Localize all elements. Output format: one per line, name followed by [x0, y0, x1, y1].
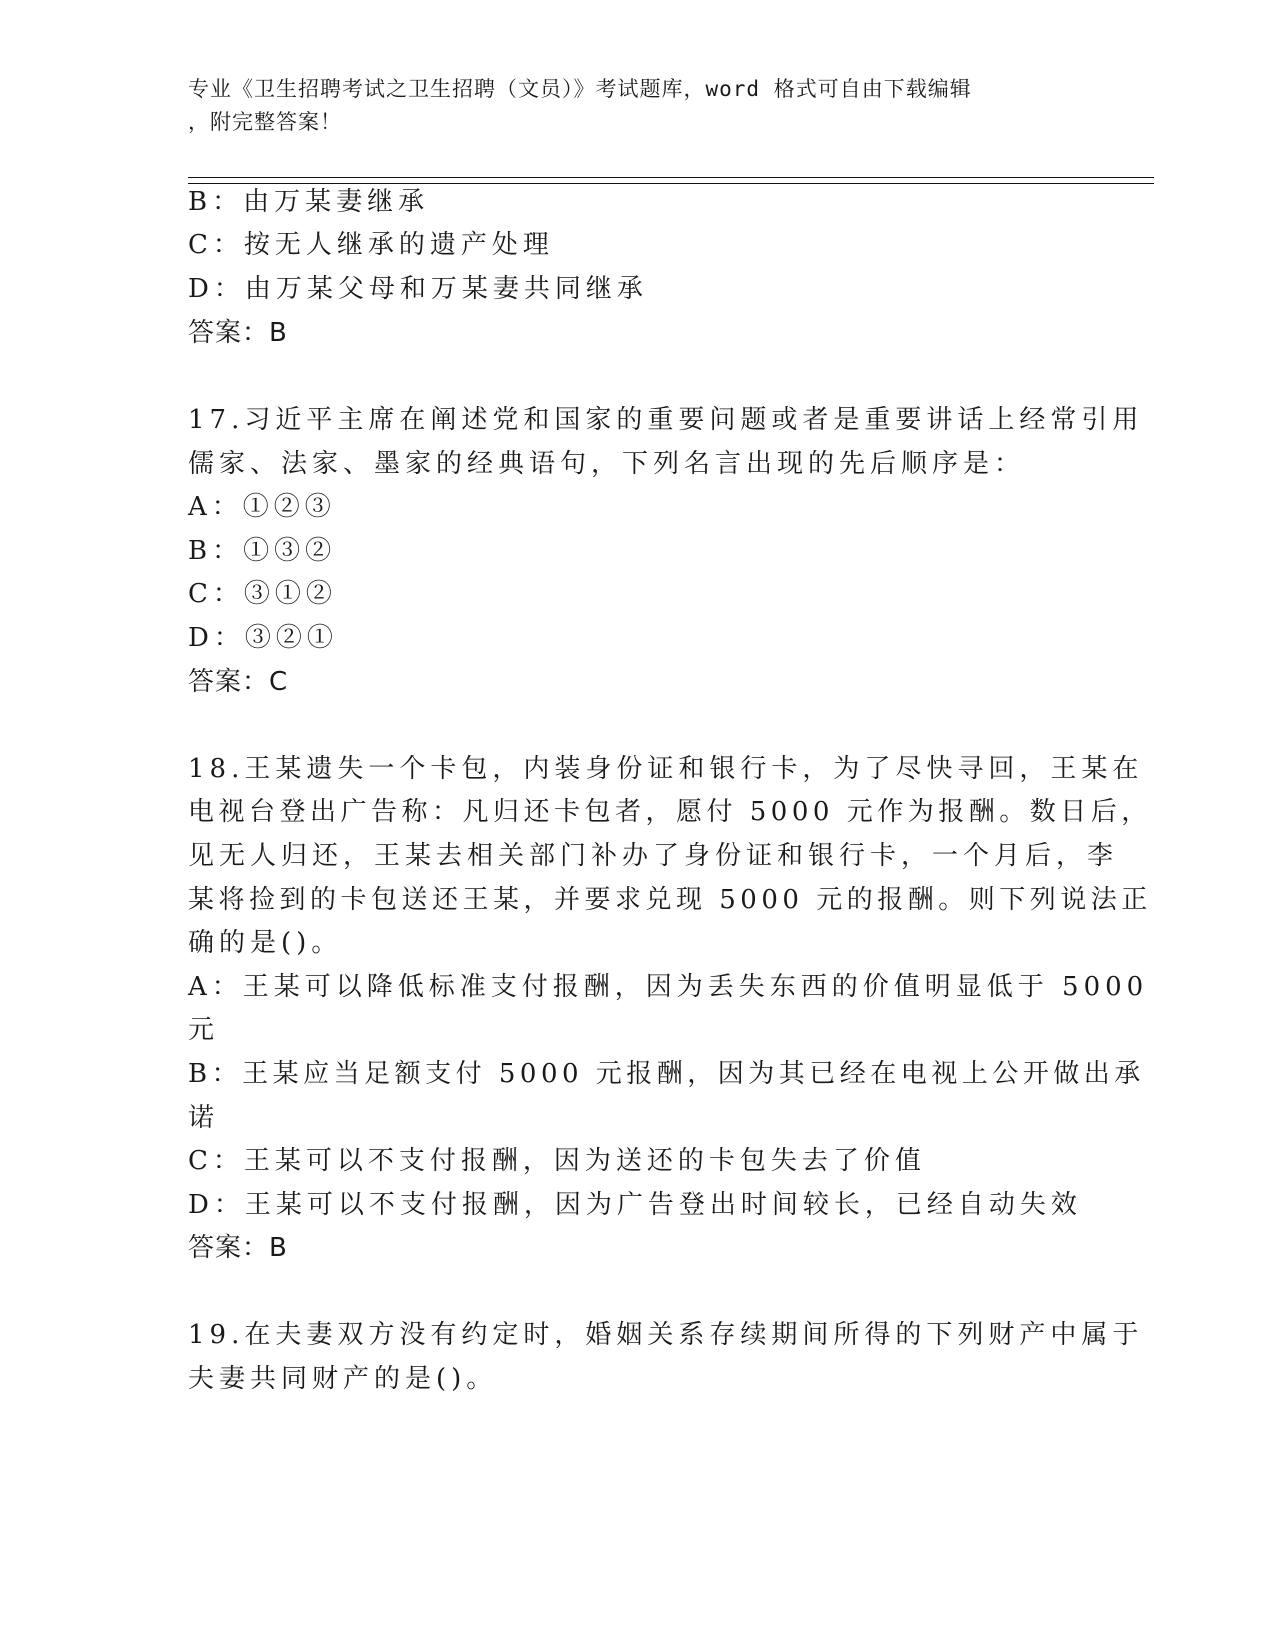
q16-option-c: C：按无人继承的遗产处理 [188, 230, 554, 260]
header-line-1: 专业《卫生招聘考试之卫生招聘（文员）》考试题库，word 格式可自由下载编辑 [188, 77, 972, 101]
q18-stem-line-2: 电视台登出广告称：凡归还卡包者，愿付 5000 元作为报酬。数日后， [188, 797, 1152, 827]
q17-option-c: C：③①② [188, 579, 337, 609]
q16-answer: 答案：B [188, 318, 288, 348]
q18-option-a-line-1: A：王某可以降低标准支付报酬，因为丢失东西的价值明显低于 5000 [188, 972, 1149, 1002]
header-double-rule [188, 177, 1154, 184]
q16-option-b: B：由万某妻继承 [188, 187, 430, 217]
q17-option-b: B：①③② [188, 536, 337, 566]
q18-option-b-line-2: 诺 [188, 1103, 220, 1133]
q18-option-a-line-2: 元 [188, 1015, 220, 1045]
q17-stem-line-1: 17.习近平主席在阐述党和国家的重要问题或者是重要讲话上经常引用 [188, 405, 1144, 435]
q18-option-c: C：王某可以不支付报酬，因为送还的卡包失去了价值 [188, 1146, 926, 1176]
q19-stem-line-2: 夫妻共同财产的是()。 [188, 1364, 498, 1394]
q17-option-d: D：③②① [188, 623, 338, 653]
q18-stem-line-5: 确的是()。 [188, 928, 343, 958]
q17-stem-line-2: 儒家、法家、墨家的经典语句，下列名言出现的先后顺序是： [188, 449, 1026, 479]
header-line-2: ，附完整答案！ [188, 110, 342, 134]
q18-stem-line-1: 18.王某遗失一个卡包，内装身份证和银行卡，为了尽快寻回，王某在 [188, 754, 1144, 784]
q18-answer: 答案：B [188, 1233, 288, 1263]
q17-option-a: A：①②③ [188, 492, 336, 522]
q18-stem-line-3: 见无人归还，王某去相关部门补办了身份证和银行卡，一个月后，李 [188, 841, 1119, 871]
q19-stem-line-1: 19.在夫妻双方没有约定时，婚姻关系存续期间所得的下列财产中属于 [188, 1320, 1144, 1350]
q18-option-d: D：王某可以不支付报酬，因为广告登出时间较长，已经自动失效 [188, 1190, 1082, 1220]
q18-stem-line-4: 某将捡到的卡包送还王某，并要求兑现 5000 元的报酬。则下列说法正 [188, 885, 1152, 915]
q17-answer: 答案：C [188, 667, 289, 697]
q16-option-d: D：由万某父母和万某妻共同继承 [188, 274, 648, 304]
q18-option-b-line-1: B：王某应当足额支付 5000 元报酬，因为其已经在电视上公开做出承 [188, 1059, 1145, 1089]
document-header [188, 73, 1088, 139]
